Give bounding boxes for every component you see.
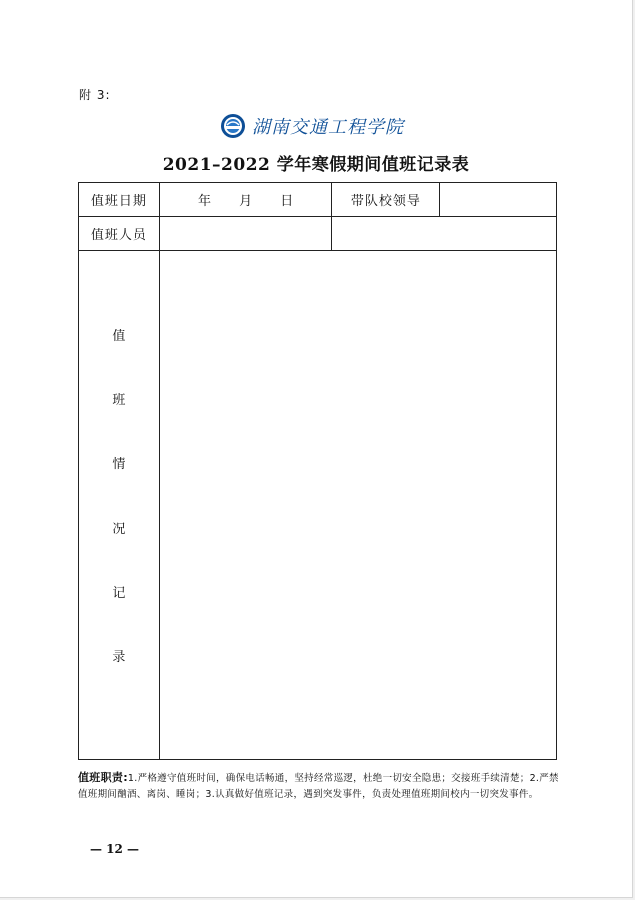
duty-responsibilities [78,770,560,803]
duty-staff-field-1[interactable] [159,217,332,251]
duty-staff-label: 值班人员 [79,217,160,251]
duty-staff-field-2[interactable] [332,217,557,251]
duty-record-table [78,182,557,760]
record-char: 记 [112,585,126,601]
leader-label: 带队校领导 [332,183,440,217]
duty-date-field[interactable] [159,183,332,217]
duty-record-field[interactable] [159,251,556,760]
duties-label: 值班职责: [78,771,128,784]
school-logo [220,110,420,142]
record-char: 值 [112,329,126,344]
record-char: 录 [112,649,126,665]
table-row [79,183,557,217]
date-year-label: 年 [197,194,211,209]
duty-record-label [79,251,160,760]
date-day-label: 日 [280,194,294,209]
page-title: 2021–2022 学年寒假期间值班记录表 [162,155,470,175]
page-number: — 12 — [90,842,140,856]
school-name: 湖南交通工程学院 [252,117,404,138]
table-row [79,251,557,760]
duties-text: 1.严格遵守值班时间，确保电话畅通，坚持经常巡逻，杜绝一切安全隐患；交接班手续清楚；2.严禁值班期间酗酒、离岗、睡岗；3.认真做好值班记录，遇到突发事件，负责处理值班期间校内一切突发事件。 [78,773,559,800]
duty-date-label: 值班日期 [79,183,160,217]
record-char: 情 [112,457,126,473]
date-month-label: 月 [239,194,253,209]
record-char: 班 [112,393,126,409]
appendix-label: 附 3: [79,88,111,102]
table-row [79,217,557,251]
record-char: 况 [112,521,126,537]
leader-field[interactable] [440,183,557,217]
school-emblem-icon [220,113,246,139]
